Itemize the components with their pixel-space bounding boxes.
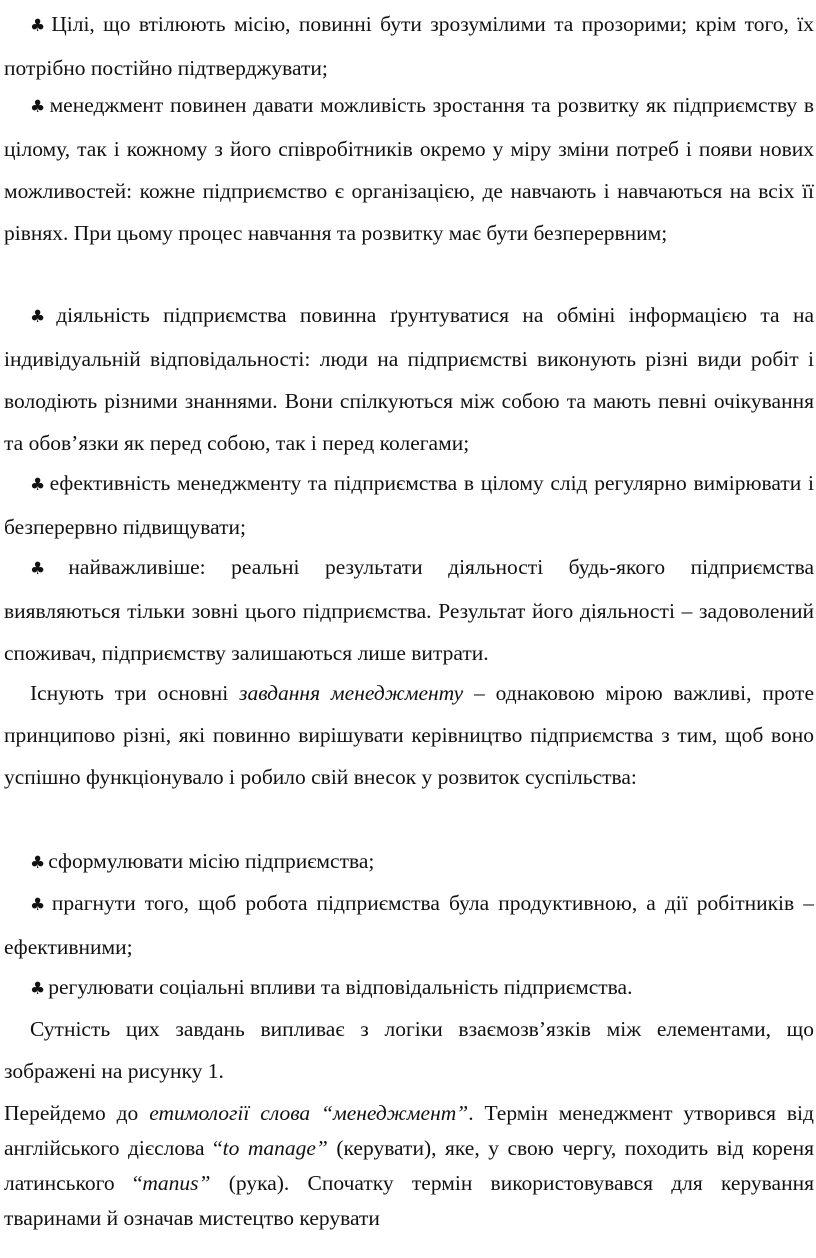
bullet-item: ♣ діяльність підприємства повинна ґрунтуватися на обміні інформацією та на індивідуальній відповідальності: люди на підприємстві виконують різні види робіт і володіють різними знаннями. Вони спілкуються між собою та мають певні очікування та обов’язки як перед собою, так і перед колегами; [4, 303, 814, 455]
bullet-item: ♣ прагнути того, щоб робота підприємства була продуктивною, а дії робітників – ефективними; [4, 891, 814, 959]
club-bullet-icon: ♣ [30, 895, 49, 915]
club-bullet-icon: ♣ [30, 307, 54, 327]
club-bullet-icon: ♣ [30, 979, 46, 999]
tasks-paragraph: Існують три основні завдання менеджменту – однаковою мірою важливі, проте принципово різні, які повинно вирішувати керівництво підприємства з тим, щоб воно успішно функціонувало і робило свій внесок у розвиток суспільства: [4, 681, 814, 789]
essence-paragraph: Сутність цих завдань випливає з логіки взаємозв’язків між елементами, що зображені на рисунку 1. [4, 1017, 814, 1083]
club-bullet-icon: ♣ [30, 475, 47, 495]
club-bullet-icon: ♣ [30, 16, 49, 36]
bullet-item: ♣ регулювати соціальні впливи та відповідальність підприємства. [30, 975, 633, 999]
club-bullet-icon: ♣ [30, 559, 66, 579]
bullet-item: ♣ найважливіше: реальні результати діяльності будь-якого підприємства виявляються тільки зовні цього підприємства. Результат його діяльності – задоволений споживач, підприємству залишаються лише витрати. [4, 555, 815, 665]
bullet-item: ♣ ефективність менеджменту та підприємства в цілому слід регулярно вимірювати і безперервно підвищувати; [4, 471, 814, 539]
bullet-item: ♣ сформулювати місію підприємства; [30, 849, 375, 873]
club-bullet-icon: ♣ [30, 853, 46, 873]
etymology-paragraph: Перейдемо до етимології слова “менеджмент”. Термін менеджмент утворився від англійського дієслова “to manage” (керувати), яке, у свою чергу, походить від кореня латинського “manus” (рука). Спочатку термін використовувався для керування тваринами й означав мистецтво керувати [4, 1101, 814, 1230]
bullet-item: ♣ Цілі, що втілюють місію, повинні бути зрозумілими та прозорими; крім того, їх потрібно постійно підтверджувати; [4, 12, 814, 80]
club-bullet-icon: ♣ [30, 97, 47, 117]
bullet-item: ♣ менеджмент повинен давати можливість зростання та розвитку як підприємству в цілому, так і кожному з його співробітників окремо у міру зміни потреб і появи нових можливостей: кожне підприємство є організацією, де навчають і навчаються на всіх її рівнях. При цьому процес навчання та розвитку має бути безперервним; [4, 93, 814, 245]
